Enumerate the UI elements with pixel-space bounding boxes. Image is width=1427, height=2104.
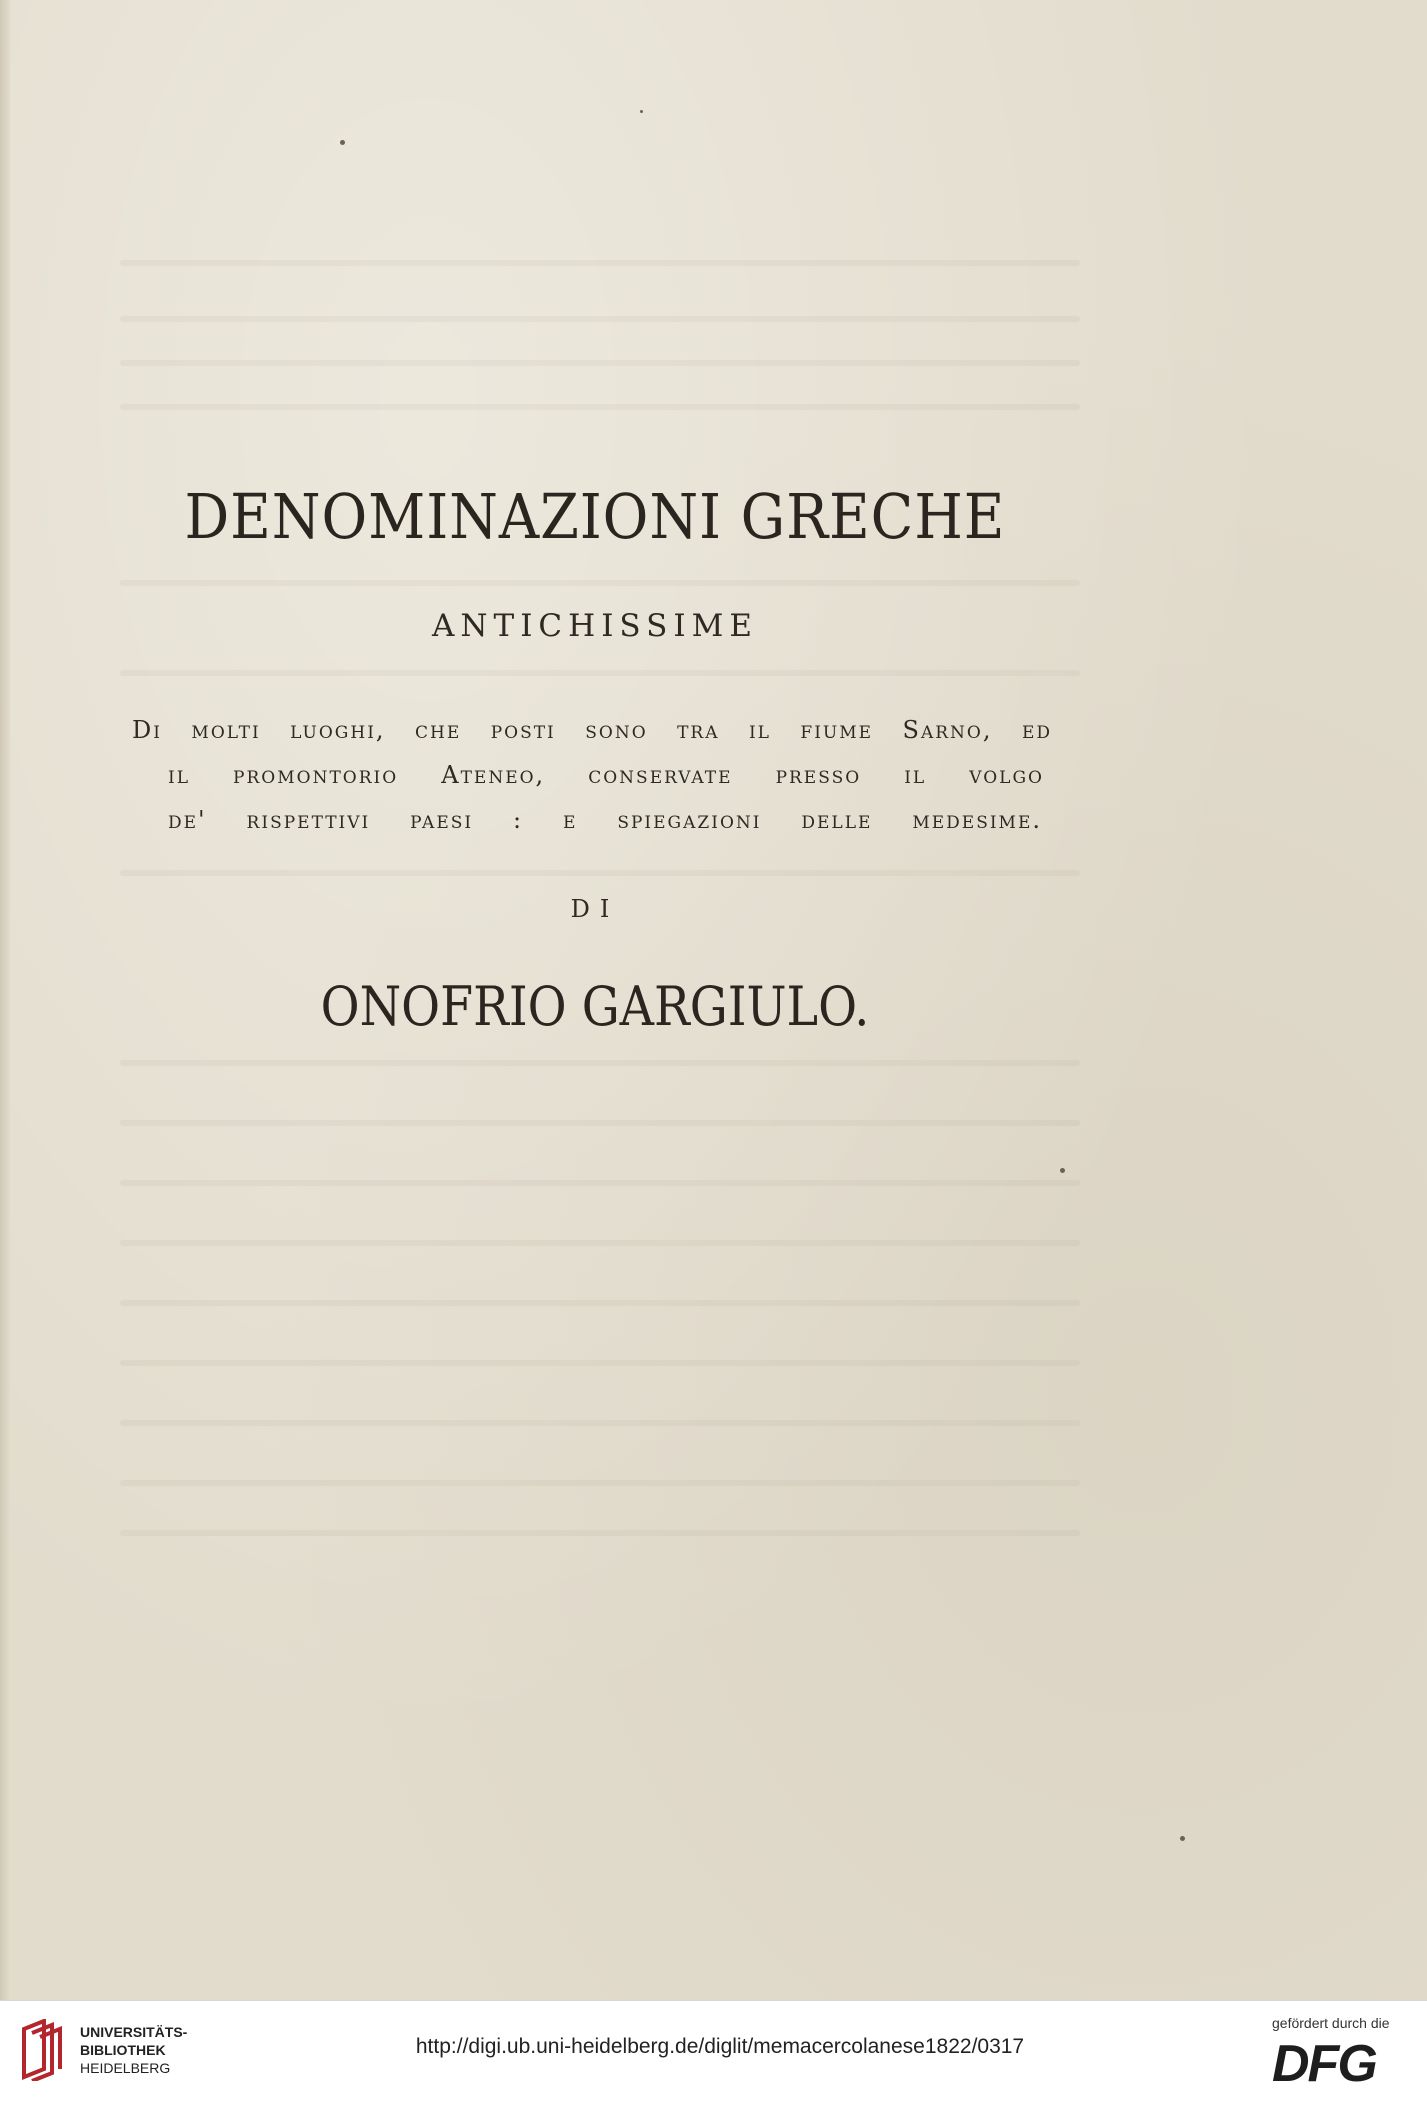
bleed-through-line <box>120 1240 1080 1246</box>
ink-speck <box>640 110 643 113</box>
funding-caption: gefördert durch die <box>1272 2015 1390 2031</box>
document-subtitle: ANTICHISSIME <box>432 608 758 644</box>
bleed-through-line <box>120 1300 1080 1306</box>
bleed-through-line <box>120 1360 1080 1366</box>
university-library-logo-icon <box>18 2019 64 2081</box>
author-name: ONOFRIO GARGIULO. <box>320 975 870 1038</box>
description-line: il promontorio Ateneo, conservate presso il volgo <box>168 761 1044 789</box>
bleed-through-line <box>120 1480 1080 1486</box>
library-name-line: HEIDELBERG <box>80 2060 171 2076</box>
library-name-line: BIBLIOTHEK <box>80 2042 166 2058</box>
bleed-through-line <box>120 260 1080 266</box>
description-line: Di molti luoghi, che posti sono tra il fiume Sarno, ed <box>132 716 1052 744</box>
byline-preposition: DI <box>570 895 620 923</box>
viewer-footer <box>0 2000 1427 2104</box>
dfg-logo-icon: DFG <box>1272 2035 1376 2093</box>
bleed-through-line <box>120 1120 1080 1126</box>
ink-speck <box>1060 1168 1065 1173</box>
page-left-edge <box>0 0 10 2000</box>
permalink-url[interactable]: http://digi.ub.uni-heidelberg.de/diglit/memacercolanese1822/0317 <box>415 2035 1025 2058</box>
bleed-through-line <box>120 870 1080 876</box>
bleed-through-line <box>120 670 1080 676</box>
ink-speck <box>340 140 345 145</box>
library-name-line: UNIVERSITÄTS- <box>80 2024 188 2040</box>
document-title: DENOMINAZIONI GRECHE <box>184 480 1006 553</box>
ink-speck <box>1180 1836 1185 1841</box>
bleed-through-line <box>120 1420 1080 1426</box>
description-line: de' rispettivi paesi : e spiegazioni delle medesime. <box>168 806 1042 834</box>
bleed-through-line <box>120 1060 1080 1066</box>
bleed-through-line <box>120 316 1080 322</box>
bleed-through-line <box>120 360 1080 366</box>
library-name <box>80 2023 187 2077</box>
bleed-through-line <box>120 1530 1080 1536</box>
bleed-through-line <box>120 1180 1080 1186</box>
bleed-through-line <box>120 580 1080 586</box>
bleed-through-line <box>120 404 1080 410</box>
